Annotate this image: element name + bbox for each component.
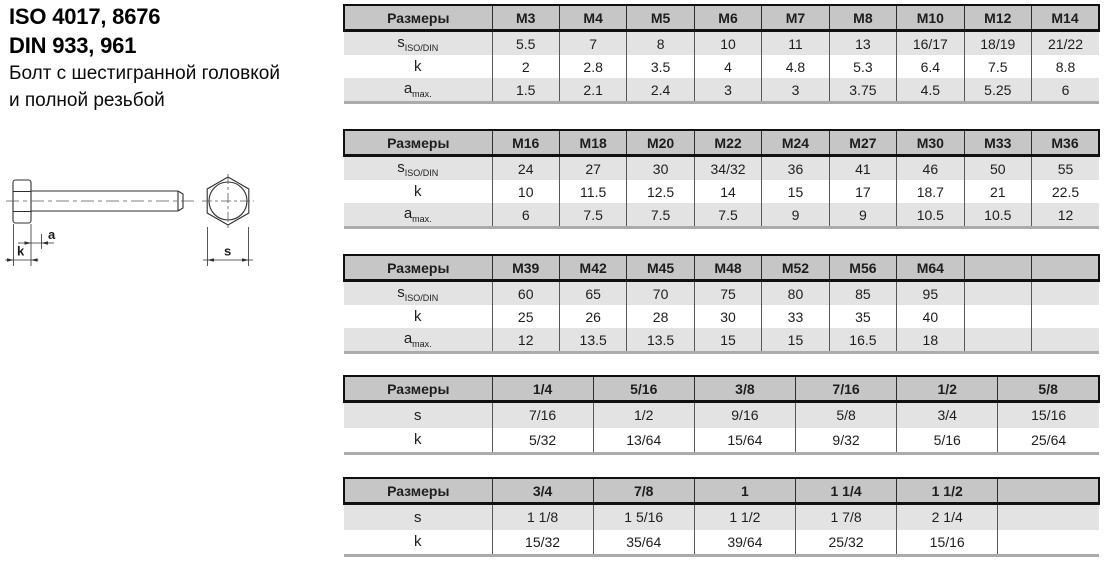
dimension-row-a — [344, 203, 1099, 228]
value-cell: 7.5 — [694, 203, 761, 228]
row-label: k — [344, 530, 492, 556]
dimension-row-k — [344, 180, 1099, 203]
size-header-cell: M18 — [559, 130, 626, 156]
product-description-line1: Болт с шестигранной головкой — [9, 63, 280, 84]
value-cell — [998, 530, 1099, 556]
value-cell: 35 — [829, 305, 896, 328]
value-cell: 17 — [829, 180, 896, 203]
value-cell: 26 — [559, 305, 626, 328]
product-description-line2: и полной резьбой — [9, 90, 165, 111]
value-cell: 50 — [964, 156, 1031, 181]
bolt-technical-drawing — [0, 158, 300, 308]
size-header-cell: 1/4 — [492, 376, 593, 402]
size-header-cell: 1 — [694, 478, 795, 504]
value-cell: 22.5 — [1032, 180, 1100, 203]
size-header-cell: M3 — [492, 5, 559, 31]
value-cell: 12 — [492, 328, 559, 353]
table-header-row — [344, 5, 1099, 31]
value-cell: 2 — [492, 55, 559, 78]
value-cell: 15/16 — [998, 402, 1099, 428]
sizes-column-title: Размеры — [344, 255, 492, 281]
size-header-cell: M14 — [1032, 5, 1100, 31]
value-cell: 13.5 — [559, 328, 626, 353]
value-cell: 7/16 — [492, 402, 593, 428]
value-cell: 9/32 — [795, 428, 896, 454]
value-cell: 21 — [964, 180, 1031, 203]
value-cell: 25 — [492, 305, 559, 328]
size-header-cell: M6 — [694, 5, 761, 31]
value-cell: 55 — [1032, 156, 1100, 181]
table-header-row — [344, 130, 1099, 156]
size-header-cell: 1 1/4 — [795, 478, 896, 504]
dimension-row-s — [344, 504, 1099, 530]
value-cell: 95 — [897, 281, 964, 306]
value-cell: 10.5 — [964, 203, 1031, 228]
value-cell: 5/16 — [897, 428, 998, 454]
value-cell: 60 — [492, 281, 559, 306]
size-header-cell: M64 — [897, 255, 964, 281]
value-cell: 27 — [559, 156, 626, 181]
value-cell — [964, 305, 1031, 328]
dim-label-k: k — [17, 243, 25, 259]
value-cell: 9 — [829, 203, 896, 228]
dimension-row-a — [344, 328, 1099, 353]
value-cell: 18.7 — [897, 180, 964, 203]
size-header-cell: M5 — [627, 5, 694, 31]
value-cell: 18/19 — [964, 31, 1031, 56]
value-cell: 30 — [694, 305, 761, 328]
value-cell — [964, 281, 1031, 306]
value-cell: 6 — [1032, 78, 1100, 103]
value-cell: 1 1/2 — [694, 504, 795, 530]
value-cell: 11.5 — [559, 180, 626, 203]
value-cell: 10.5 — [897, 203, 964, 228]
value-cell: 21/22 — [1032, 31, 1100, 56]
value-cell: 13 — [829, 31, 896, 56]
row-label: s — [344, 504, 492, 530]
value-cell: 15/64 — [694, 428, 795, 454]
size-header-cell: 3/8 — [694, 376, 795, 402]
value-cell: 7.5 — [559, 203, 626, 228]
size-header-cell: M24 — [762, 130, 829, 156]
metric-dimensions-table-m39-m64 — [343, 254, 1100, 354]
row-label: $s_{ISO/DIN}$ — [344, 31, 492, 56]
row-label: $a_{max.}$ — [344, 203, 492, 228]
value-cell: 4 — [694, 55, 761, 78]
size-header-cell: 7/16 — [795, 376, 896, 402]
size-header-cell — [998, 478, 1099, 504]
value-cell: 5.25 — [964, 78, 1031, 103]
inch-dimensions-table-threequarters-to-oneandhalf — [343, 477, 1100, 557]
value-cell: 25/32 — [795, 530, 896, 556]
value-cell: 5/32 — [492, 428, 593, 454]
bolt-side-view — [13, 180, 183, 223]
value-cell: 5/8 — [795, 402, 896, 428]
value-cell: 14 — [694, 180, 761, 203]
size-header-cell: M22 — [694, 130, 761, 156]
value-cell: 39/64 — [694, 530, 795, 556]
size-header-cell: M27 — [829, 130, 896, 156]
size-header-cell: M12 — [964, 5, 1031, 31]
value-cell: 10 — [492, 180, 559, 203]
value-cell: 8 — [627, 31, 694, 56]
size-header-cell: M48 — [694, 255, 761, 281]
size-header-cell — [1032, 255, 1100, 281]
value-cell: 9 — [762, 203, 829, 228]
value-cell: 46 — [897, 156, 964, 181]
value-cell: 12.5 — [627, 180, 694, 203]
size-header-cell: 3/4 — [492, 478, 593, 504]
value-cell: 7.5 — [964, 55, 1031, 78]
size-header-cell: M7 — [762, 5, 829, 31]
size-header-cell: M52 — [762, 255, 829, 281]
dimension-row-a — [344, 78, 1099, 103]
size-header-cell: 5/16 — [593, 376, 694, 402]
value-cell: 35/64 — [593, 530, 694, 556]
end-view-centerlines — [202, 174, 254, 228]
dimension-row-s — [344, 402, 1099, 428]
value-cell: 80 — [762, 281, 829, 306]
value-cell: 16.5 — [829, 328, 896, 353]
value-cell — [964, 328, 1031, 353]
value-cell — [998, 504, 1099, 530]
value-cell: 2 1/4 — [897, 504, 998, 530]
size-header-cell: M56 — [829, 255, 896, 281]
value-cell: 3 — [694, 78, 761, 103]
size-header-cell: M39 — [492, 255, 559, 281]
bolt-head-outline — [13, 180, 31, 223]
row-label: $a_{max.}$ — [344, 78, 492, 103]
value-cell: 15 — [762, 328, 829, 353]
size-header-cell: 7/8 — [593, 478, 694, 504]
value-cell: 18 — [897, 328, 964, 353]
value-cell — [1032, 328, 1100, 353]
value-cell: 3/4 — [897, 402, 998, 428]
value-cell — [1032, 281, 1100, 306]
sizes-column-title: Размеры — [344, 130, 492, 156]
dimension-row-k — [344, 530, 1099, 556]
value-cell: 33 — [762, 305, 829, 328]
dimension-row-s — [344, 281, 1099, 306]
dimension-row-s — [344, 156, 1099, 181]
size-header-cell: 5/8 — [998, 376, 1099, 402]
table-header-row — [344, 478, 1099, 504]
value-cell: 85 — [829, 281, 896, 306]
table-header-row — [344, 255, 1099, 281]
size-header-cell: M36 — [1032, 130, 1100, 156]
size-header-cell: 1 1/2 — [897, 478, 998, 504]
row-label: $s_{ISO/DIN}$ — [344, 281, 492, 306]
value-cell: 1.5 — [492, 78, 559, 103]
value-cell: 2.4 — [627, 78, 694, 103]
value-cell: 15/16 — [897, 530, 998, 556]
value-cell: 8.8 — [1032, 55, 1100, 78]
value-cell: 5.3 — [829, 55, 896, 78]
inch-dimensions-table-quarter-to-fiveeighths — [343, 375, 1100, 455]
size-header-cell: 1/2 — [897, 376, 998, 402]
table-header-row — [344, 376, 1099, 402]
metric-dimensions-table-m16-m36 — [343, 129, 1100, 229]
value-cell: 34/32 — [694, 156, 761, 181]
row-label: s — [344, 402, 492, 428]
value-cell: 65 — [559, 281, 626, 306]
standard-iso-title: ISO 4017, 8676 — [9, 4, 161, 29]
size-header-cell: M16 — [492, 130, 559, 156]
value-cell: 3 — [762, 78, 829, 103]
standard-din-title: DIN 933, 961 — [9, 33, 137, 58]
dim-label-s: s — [224, 243, 232, 259]
title-block — [9, 2, 280, 114]
sizes-column-title: Размеры — [344, 5, 492, 31]
value-cell: 4.5 — [897, 78, 964, 103]
dim-label-a: a — [48, 227, 56, 242]
value-cell: 3.75 — [829, 78, 896, 103]
value-cell: 15/32 — [492, 530, 593, 556]
value-cell: 9/16 — [694, 402, 795, 428]
value-cell: 24 — [492, 156, 559, 181]
sizes-column-title: Размеры — [344, 376, 492, 402]
metric-dimensions-table-m3-m14 — [343, 4, 1100, 104]
value-cell: 30 — [627, 156, 694, 181]
value-cell: 2.8 — [559, 55, 626, 78]
value-cell: 13/64 — [593, 428, 694, 454]
value-cell: 6 — [492, 203, 559, 228]
value-cell: 15 — [694, 328, 761, 353]
size-header-cell: M30 — [897, 130, 964, 156]
value-cell: 16/17 — [897, 31, 964, 56]
dimension-row-k — [344, 428, 1099, 454]
value-cell: 15 — [762, 180, 829, 203]
row-label: k — [344, 428, 492, 454]
value-cell — [1032, 305, 1100, 328]
value-cell: 28 — [627, 305, 694, 328]
value-cell: 1 5/16 — [593, 504, 694, 530]
size-header-cell: M4 — [559, 5, 626, 31]
value-cell: 36 — [762, 156, 829, 181]
value-cell: 75 — [694, 281, 761, 306]
value-cell: 10 — [694, 31, 761, 56]
size-header-cell — [964, 255, 1031, 281]
value-cell: 1/2 — [593, 402, 694, 428]
value-cell: 1 7/8 — [795, 504, 896, 530]
value-cell: 6.4 — [897, 55, 964, 78]
row-label: k — [344, 55, 492, 78]
value-cell: 12 — [1032, 203, 1100, 228]
size-header-cell: M20 — [627, 130, 694, 156]
value-cell: 41 — [829, 156, 896, 181]
row-label: k — [344, 180, 492, 203]
value-cell: 3.5 — [627, 55, 694, 78]
value-cell: 25/64 — [998, 428, 1099, 454]
row-label: $s_{ISO/DIN}$ — [344, 156, 492, 181]
size-header-cell: M10 — [897, 5, 964, 31]
sizes-column-title: Размеры — [344, 478, 492, 504]
value-cell: 1 1/8 — [492, 504, 593, 530]
dimension-row-k — [344, 55, 1099, 78]
value-cell: 40 — [897, 305, 964, 328]
size-header-cell: M42 — [559, 255, 626, 281]
row-label: $a_{max.}$ — [344, 328, 492, 353]
value-cell: 7.5 — [627, 203, 694, 228]
row-label: k — [344, 305, 492, 328]
dimension-row-s — [344, 31, 1099, 56]
value-cell: 70 — [627, 281, 694, 306]
value-cell: 2.1 — [559, 78, 626, 103]
size-header-cell: M33 — [964, 130, 1031, 156]
value-cell: 11 — [762, 31, 829, 56]
value-cell: 7 — [559, 31, 626, 56]
value-cell: 5.5 — [492, 31, 559, 56]
value-cell: 13.5 — [627, 328, 694, 353]
size-header-cell: M45 — [627, 255, 694, 281]
size-header-cell: M8 — [829, 5, 896, 31]
value-cell: 4.8 — [762, 55, 829, 78]
dimension-row-k — [344, 305, 1099, 328]
